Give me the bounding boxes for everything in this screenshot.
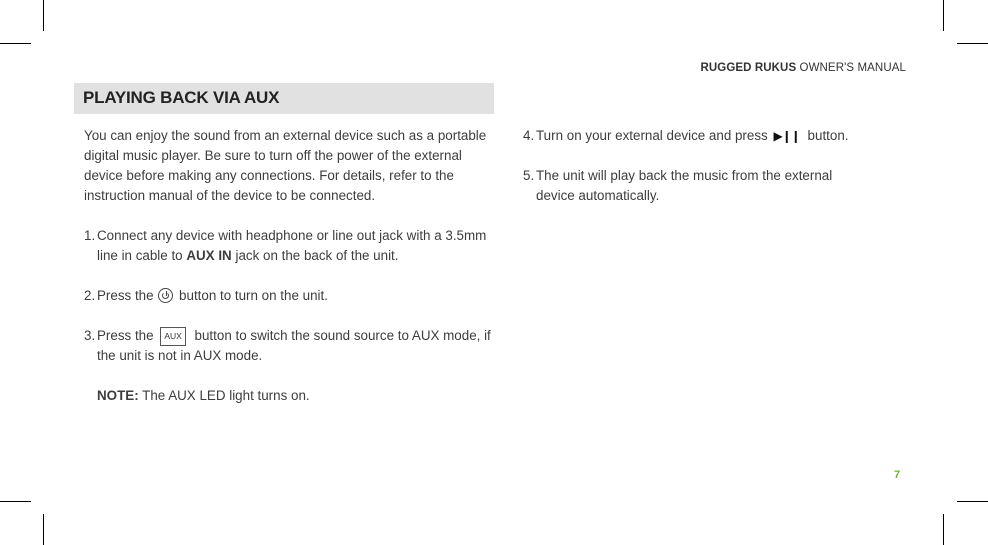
step-text bbox=[97, 286, 496, 306]
step-number: 4. bbox=[523, 128, 535, 143]
step-number: 5. bbox=[523, 168, 535, 183]
crop-mark bbox=[943, 514, 944, 545]
step-number: 2. bbox=[84, 288, 96, 303]
crop-mark bbox=[43, 514, 44, 545]
crop-mark bbox=[0, 501, 31, 502]
step-text bbox=[536, 126, 863, 146]
step-text-after: button to switch the sound source to AUX mode, if the unit is not in AUX mode. bbox=[97, 328, 491, 363]
step-number: 1. bbox=[84, 228, 96, 243]
note-text: The AUX LED light turns on. bbox=[142, 388, 310, 403]
right-column bbox=[523, 126, 863, 206]
step-text bbox=[97, 326, 496, 366]
step-text-before: Press the bbox=[97, 328, 154, 343]
header-brand: RUGGED RUKUS bbox=[700, 62, 797, 74]
step-text-before: Turn on your external device and press bbox=[536, 128, 768, 143]
intro-paragraph: You can enjoy the sound from an external device such as a portable digital music player. Be sure to turn off the power of the external device before making any connections. For details, refer to the instruction manual of the device to be connected. bbox=[84, 128, 487, 203]
step-item bbox=[84, 326, 496, 366]
crop-mark bbox=[943, 0, 944, 31]
step-text-after: jack on the back of the unit. bbox=[235, 248, 399, 263]
step-text bbox=[97, 226, 496, 266]
note-label: NOTE: bbox=[97, 388, 139, 403]
crop-mark bbox=[957, 501, 988, 502]
step-text-before: Connect any device with headphone or line out jack with a 3.5mm line in cable to bbox=[97, 228, 487, 263]
crop-mark bbox=[957, 43, 988, 44]
step-item bbox=[84, 286, 496, 306]
step-item bbox=[84, 226, 496, 266]
step-item bbox=[523, 126, 863, 146]
step-item bbox=[523, 166, 863, 206]
section-title: PLAYING BACK VIA AUX bbox=[83, 88, 280, 107]
aux-in-label: AUX IN bbox=[186, 248, 232, 263]
note bbox=[84, 386, 496, 406]
header-manual: OWNER'S MANUAL bbox=[799, 62, 906, 74]
step-text-after: button to turn on the unit. bbox=[179, 288, 328, 303]
step-text: The unit will play back the music from the external device automatically. bbox=[536, 168, 833, 203]
step-number: 3. bbox=[84, 328, 96, 343]
aux-key-icon: AUX bbox=[160, 327, 185, 346]
left-column bbox=[84, 126, 496, 406]
running-header bbox=[700, 62, 906, 74]
step-text-after: button. bbox=[807, 128, 849, 143]
section-title-bar bbox=[74, 83, 494, 114]
play-pause-icon: ▶❙❙ bbox=[773, 129, 800, 143]
power-icon bbox=[158, 288, 173, 303]
crop-mark bbox=[0, 43, 31, 44]
crop-mark bbox=[43, 0, 44, 31]
step-text-before: Press the bbox=[97, 288, 154, 303]
page-number: 7 bbox=[894, 469, 901, 481]
